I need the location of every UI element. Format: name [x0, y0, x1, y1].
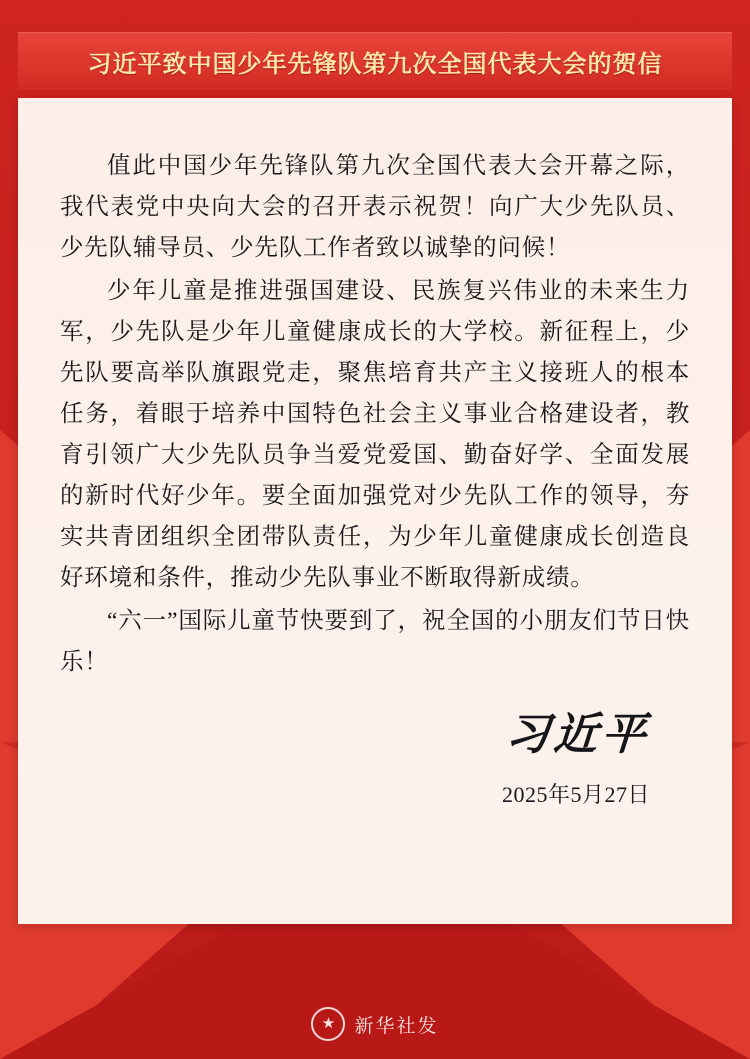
xinhua-star-icon: [311, 1007, 345, 1041]
letter-paragraph: 少年儿童是推进强国建设、民族复兴伟业的未来生力军，少先队是少年儿童健康成长的大学校。新征程上，少先队要高举队旗跟党走，聚焦培育共产主义接班人的根本任务，着眼于培养中国特色社会主义事业合格建设者，教育引领广大少先队员争当爱党爱国、勤奋好学、全面发展的新时代好少年。要全面加强党对少先队工作的领导，夯实共青团组织全团带队责任，为少年儿童健康成长创造良好环境和条件，推动少先队事业不断取得新成绩。: [60, 278, 690, 591]
signature-date: 2025年5月27日: [501, 782, 650, 807]
title-banner: [18, 32, 732, 90]
letter-paragraph: 值此中国少年先锋队第九次全国代表大会开幕之际，我代表党中央向大会的召开表示祝贺！向广大少先队员、少先队辅导员、少先队工作者致以诚挚的问候！: [60, 153, 690, 261]
signature-block: [502, 698, 654, 809]
xinhua-star-glyph: ★: [321, 1015, 336, 1032]
agency-name: 新华社发: [354, 1015, 439, 1037]
footer-credit: [0, 1007, 750, 1041]
letter-paragraph: “六一”国际儿童节快要到了，祝全国的小朋友们节日快乐！: [60, 608, 690, 675]
page-title: 习近平致中国少年先锋队第九次全国代表大会的贺信: [87, 51, 663, 78]
signature-name: 习近平: [503, 710, 652, 759]
letter-paper: [18, 98, 732, 924]
letter-body: [60, 146, 690, 685]
